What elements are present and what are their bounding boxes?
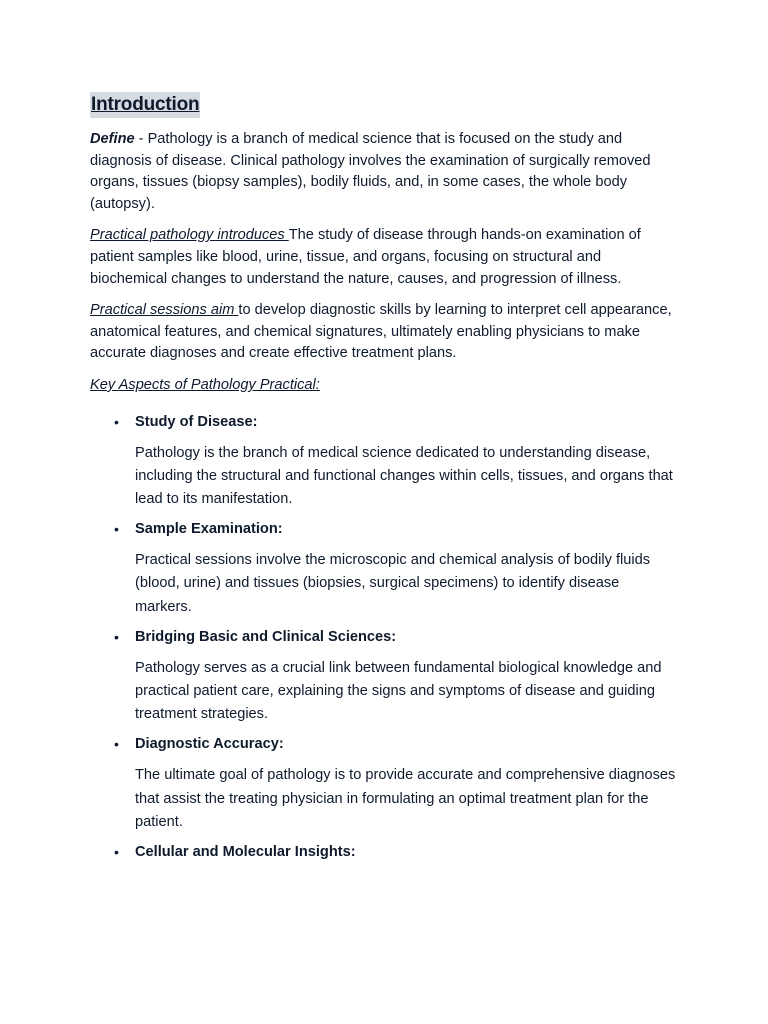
list-item	[114, 733, 680, 834]
aspect-title: Sample Examination:	[135, 521, 283, 538]
aspect-body: Pathology is the branch of medical science dedicated to understanding disease, including the structural and functional changes within cells, tissues, and organs that lead to its manifestation.	[135, 444, 673, 507]
key-aspects-heading: Key Aspects of Pathology Practical:	[90, 376, 320, 393]
define-text: - Pathology is a branch of medical science that is focused on the study and diagnosis of disease. Clinical pathology involves the examination of surgically removed organs, tissues (biopsy samples), bodily fluids, and, in some cases, the whole body (autopsy).	[90, 131, 651, 212]
aspect-title: Bridging Basic and Clinical Sciences:	[135, 628, 397, 645]
bullet-icon: •	[114, 736, 119, 753]
list-item	[114, 841, 680, 863]
list-item	[114, 518, 680, 619]
aim-paragraph	[90, 300, 680, 365]
aim-text: to develop diagnostic skills by learning to interpret cell appearance, anatomical features, and chemical signatures, ultimately enabling physicians to make accurate diagnoses and create effective treatment plans.	[90, 302, 672, 362]
bullet-icon: •	[114, 413, 119, 430]
bullet-icon: •	[114, 628, 119, 645]
define-paragraph	[90, 129, 680, 215]
page-title: Introduction	[90, 92, 200, 118]
list-item	[114, 626, 680, 727]
key-aspects-list	[90, 411, 680, 863]
aspect-title: Study of Disease:	[135, 413, 258, 430]
aspect-title: Cellular and Molecular Insights:	[135, 843, 356, 860]
intro-paragraph	[90, 225, 680, 290]
aspect-body: The ultimate goal of pathology is to provide accurate and comprehensive diagnoses that assist the treating physician in formulating an optimal treatment plan for the patient.	[135, 767, 676, 830]
bullet-icon: •	[114, 843, 119, 860]
intro-text: The study of disease through hands-on examination of patient samples like blood, urine, tissue, and organs, focusing on structural and biochemical changes to understand the nature, causes, and progression of illness.	[90, 227, 641, 287]
aspect-title: Diagnostic Accuracy:	[135, 736, 284, 753]
aspect-body: Pathology serves as a crucial link between fundamental biological knowledge and practical patient care, explaining the signs and symptoms of disease and guiding treatment strategies.	[135, 659, 662, 723]
aspect-body: Practical sessions involve the microscopic and chemical analysis of bodily fluids (blood, urine) and tissues (biopsies, surgical specimens) to identify disease markers.	[135, 552, 651, 615]
aim-label: Practical sessions aim	[90, 302, 239, 319]
intro-label: Practical pathology introduces	[90, 227, 289, 244]
bullet-icon: •	[114, 521, 119, 538]
list-item	[114, 411, 680, 512]
define-label: Define	[90, 131, 135, 147]
